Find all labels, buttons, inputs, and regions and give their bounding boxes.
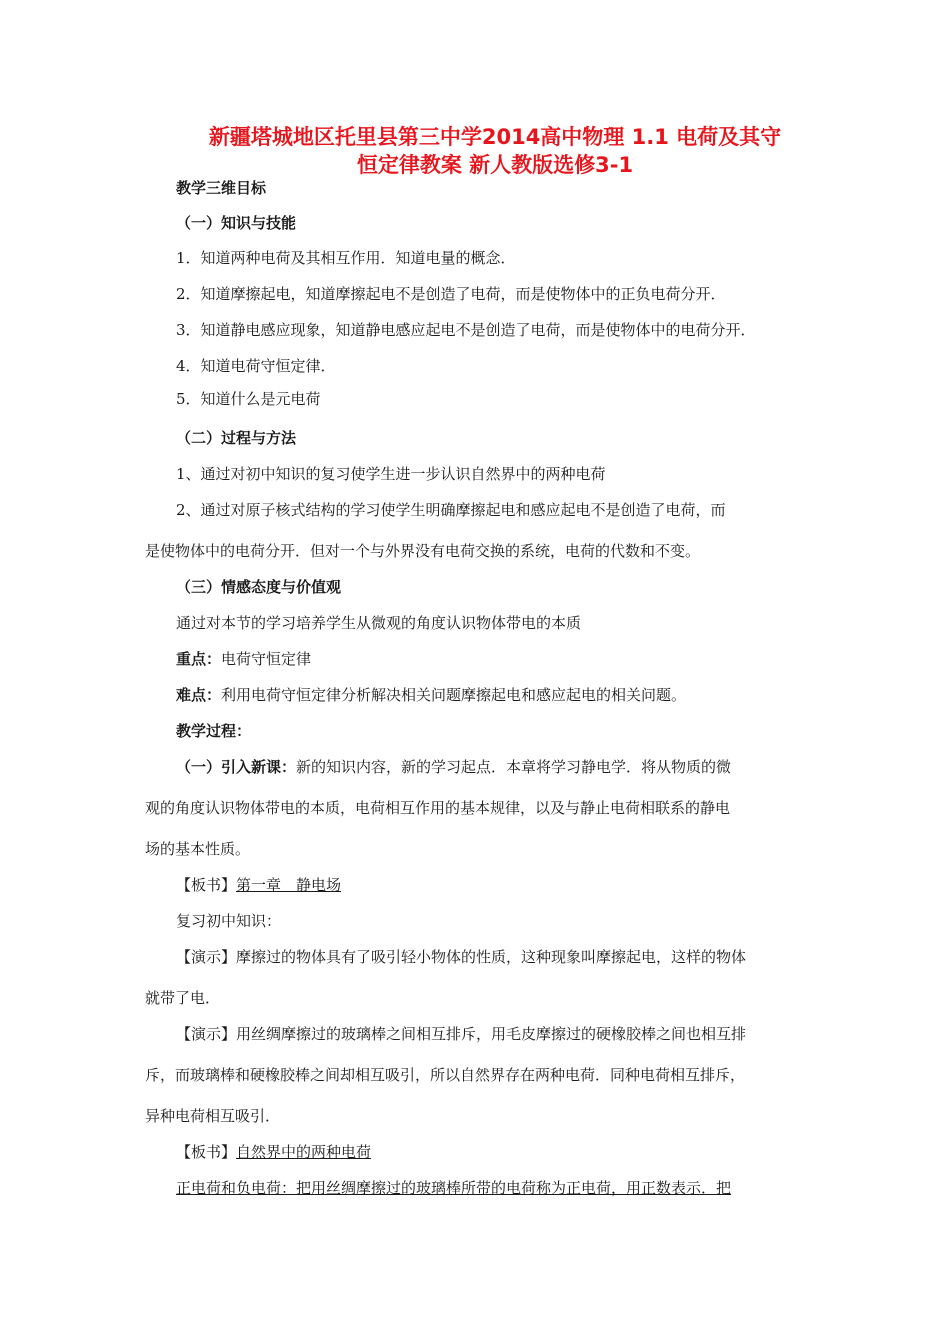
objectives-heading: 教学三维目标 [176, 179, 267, 197]
intro-paragraph-line-2: 观的角度认识物体带电的本质，电荷相互作用的基本规律，以及与静止电荷相联系的静电 [145, 799, 731, 817]
document-title-line-1: 新疆塔城地区托里县第三中学2014高中物理 1.1 电荷及其守 [208, 125, 782, 149]
demo-1-line-2: 就带了电． [145, 989, 221, 1007]
demo-text-2: 用丝绸摩擦过的玻璃棒之间相互排斥，用毛皮摩擦过的硬橡胶棒之间也相互排 [236, 1025, 747, 1043]
demo-label-2: 【演示】 [176, 1025, 237, 1043]
method-item-2: 2、通过对原子核式结构的学习使学生明确摩擦起电和感应起电不是创造了电荷，而 [176, 501, 726, 519]
key-point-text: 电荷守恒定律 [221, 650, 312, 668]
section-knowledge-heading: （一）知识与技能 [176, 214, 297, 232]
skill-item-3: 3．知道静电感应现象，知道静电感应起电不是创造了电荷，而是使物体中的电荷分开． [176, 321, 756, 339]
demo-2-line-2: 斥，而玻璃棒和硬橡胶棒之间却相互吸引，所以自然界存在两种电荷．同种电荷相互排斥， [145, 1066, 746, 1084]
skill-item-5: 5．知道什么是元电荷 [176, 390, 321, 408]
section-attitude-heading: （三）情感态度与价值观 [176, 578, 342, 596]
intro-paragraph-line-1 [176, 757, 731, 777]
method-item-2-continued: 是使物体中的电荷分开．但对一个与外界没有电荷交换的系统，电荷的代数和不变。 [145, 542, 701, 560]
skill-item-1: 1．知道两种电荷及其相互作用．知道电量的概念． [176, 249, 516, 267]
board-text-1: 第一章 静电场 [236, 876, 342, 894]
difficulty [176, 685, 686, 705]
demo-label-1: 【演示】 [176, 948, 237, 966]
key-point [176, 649, 311, 669]
board-text-2: 自然界中的两种电荷 [236, 1143, 372, 1161]
process-heading: 教学过程： [176, 722, 252, 740]
section-methods-heading: （二）过程与方法 [176, 429, 297, 447]
intro-label: （一）引入新课： [176, 758, 297, 776]
method-item-1: 1、通过对初中知识的复习使学生进一步认识自然界中的两种电荷 [176, 465, 606, 483]
attitude-text: 通过对本节的学习培养学生从微观的角度认识物体带电的本质 [176, 614, 582, 632]
intro-text-1: 新的知识内容，新的学习起点．本章将学习静电学．将从物质的微 [296, 758, 732, 776]
difficulty-text: 利用电荷守恒定律分析解决相关问题摩擦起电和感应起电的相关问题。 [221, 686, 687, 704]
board-label-1: 【板书】 [176, 876, 237, 894]
skill-item-2: 2．知道摩擦起电，知道摩擦起电不是创造了电荷，而是使物体中的正负电荷分开． [176, 285, 726, 303]
intro-paragraph-line-3: 场的基本性质。 [145, 840, 251, 858]
document-title-line-2: 恒定律教案 新人教版选修3-1 [356, 153, 634, 177]
demo-text-1: 摩擦过的物体具有了吸引轻小物体的性质，这种现象叫摩擦起电，这样的物体 [236, 948, 747, 966]
difficulty-label: 难点： [176, 686, 222, 704]
board-label-2: 【板书】 [176, 1143, 237, 1161]
skill-item-4: 4．知道电荷守恒定律． [176, 357, 336, 375]
board-note-1 [176, 875, 341, 895]
demo-2-line-3: 异种电荷相互吸引． [145, 1107, 281, 1125]
demo-1-line-1 [176, 947, 746, 967]
charge-definition-line: 正电荷和负电荷：把用丝绸摩擦过的玻璃棒所带的电荷称为正电荷，用正数表示．把 [176, 1179, 732, 1197]
board-note-2 [176, 1142, 371, 1162]
demo-2-line-1 [176, 1024, 746, 1044]
review-text: 复习初中知识： [176, 912, 282, 930]
key-point-label: 重点： [176, 650, 222, 668]
